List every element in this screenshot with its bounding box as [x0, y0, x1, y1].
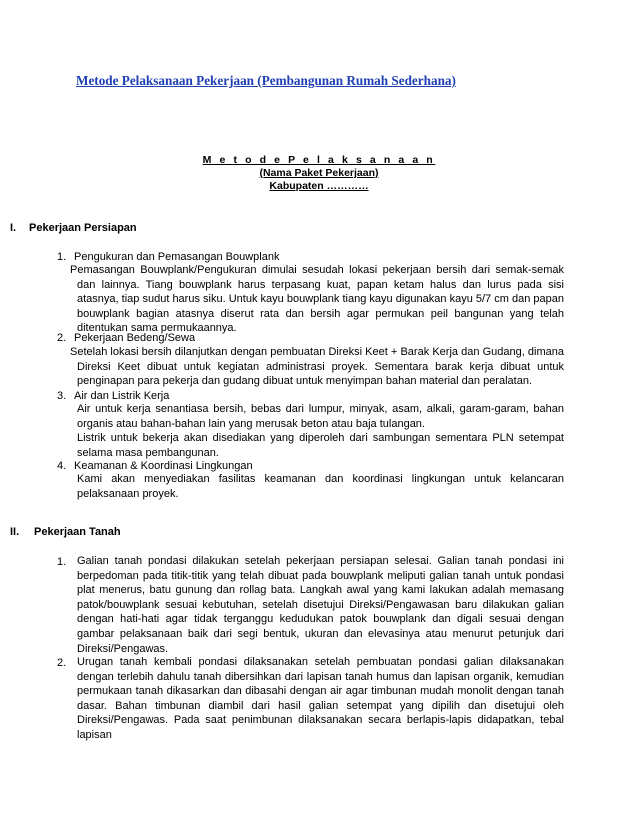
paragraph: Galian tanah pondasi dilakukan setelah pekerjaan persiapan selesai. Galian tanah pondasi ini berpedoman pada titik-titik yang telah dibuat pada bouwplank meliputi galian tanah untuk pondasi plat menerus, batu gunung dan rollag bata. Langkah awal yang kami lakukan adalah memasang patok/bouwplank sesuai kebutuhan, setelah disetujui Direksi/Pengawasan baru dilakukan galian dengan hati-hati agar tidak terganggu kedudukan patok bouwplank dan digali sesuai dengan gambar pelaksanaan baik dari segi bentuk, ukuran dan elevasinya atau menurut petunjuk dari Direksi/Pengawas. — [77, 555, 564, 655]
list-item-number: 2. — [57, 332, 67, 344]
paragraph: Setelah lokasi bersih dilanjutkan dengan pembuatan Direksi Keet + Barak Kerja dan Gudang, dimana Direksi Keet dibuat untuk kegiatan administrasi proyek. Sementara barak kerja dibuat untuk penginapan para pekerja dan gudang dibuat untuk menyimpan bahan material dan peralatan. — [70, 346, 564, 388]
section-number: I. — [10, 222, 17, 234]
list-item-label: Pekerjaan Bedeng/Sewa — [74, 332, 196, 344]
list-item-number: 3. — [57, 390, 67, 402]
paragraph: Kami akan menyediakan fasilitas keamanan dan koordinasi lingkungan untuk kelancaran pelaksanaan proyek. — [77, 473, 564, 500]
list-item-number: 2. — [57, 657, 67, 669]
paragraph: Listrik untuk bekerja akan disediakan yang diperoleh dari sambungan sementara PLN setempat selama masa pembangunan. — [77, 432, 564, 459]
heading-regency: Kabupaten ………… — [269, 180, 369, 192]
list-item-number: 1. — [57, 556, 67, 568]
paragraph: Pemasangan Bouwplank/Pengukuran dimulai sesudah lokasi pekerjaan bersih dari semak-semak dan lainnya. Tiang bouwplank harus terpasang kuat, papan ketam halus dan lurus pada sisi atasnya, tiap sudut harus siku. Untuk kayu bouwplank tiang kayu digunakan kayu 5/7 cm dan papan bouwplank bagian atasnya diserut rata dan bersih agar permukan peil bangunan yang telah ditentukan sama permukaannya. — [70, 264, 564, 335]
heading-package-name: (Nama Paket Pekerjaan) — [259, 167, 379, 179]
section-title: Pekerjaan Persiapan — [29, 222, 137, 234]
list-item-number: 4. — [57, 460, 67, 472]
paragraph: Urugan tanah kembali pondasi dilaksanakan setelah pembuatan pondasi galian dilaksanakan dengan terlebih dahulu tanah dibersihkan dari lapisan tanah humus dan lapisan organik, kemudian permukaan tanah dikasarkan dan dibasahi dengan air agar timbunan mudah monolit dengan tanah dasar. Bahan timbunan diambil dari hasil galian setempat yang dipilih dan disetujui oleh Direksi/Pengawas. Pada saat penimbunan dilaksanakan secara berlapis-lapis didapatkan, tebal lapisan — [77, 656, 564, 741]
section-title: Pekerjaan Tanah — [34, 526, 121, 538]
list-item-label: Pengukuran dan Pemasangan Bouwplank — [74, 251, 280, 263]
paragraph: Air untuk kerja senantiasa bersih, bebas dari lumpur, minyak, asam, alkali, garam-garam, bahan organis atau bahan-bahan lain yang merusak beton atau baja tulangan. — [77, 403, 564, 430]
document-title-link[interactable]: Metode Pelaksanaan Pekerjaan (Pembangunan Rumah Sederhana) — [76, 73, 456, 88]
list-item-label: Air dan Listrik Kerja — [74, 390, 170, 402]
list-item-label: Keamanan & Koordinasi Lingkungan — [74, 460, 253, 472]
heading-method: M e t o d e P e l a k s a n a a n — [202, 154, 436, 166]
list-item-number: 1. — [57, 251, 67, 263]
section-number: II. — [10, 526, 20, 538]
